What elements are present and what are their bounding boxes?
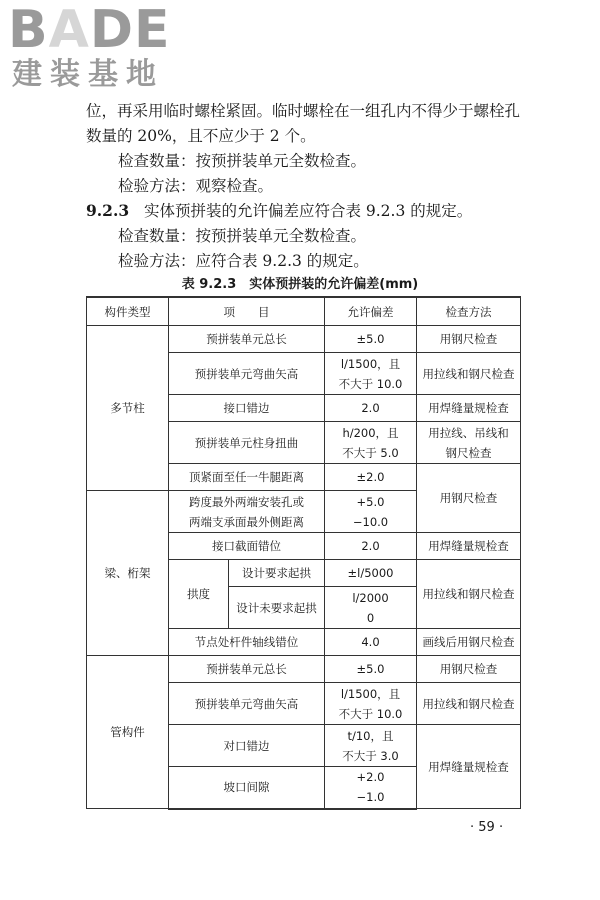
method-cell: 用拉线和钢尺检查	[417, 560, 521, 629]
clause-text: 实体预拼装的允许偏差应符合表 9.2.3 的规定。	[143, 202, 473, 220]
group-beam-truss: 梁、桁架	[87, 491, 169, 656]
table-caption: 表 9.2.3 实体预拼装的允许偏差(mm)	[181, 277, 419, 292]
tolerance-cell: l/2000 0	[325, 587, 417, 629]
item-cell: 对口错边	[169, 725, 325, 767]
clause-number: 9.2.3	[86, 201, 130, 220]
item-cell: 预拼装单元总长	[169, 656, 325, 683]
item-cell: 坡口间隙	[169, 767, 325, 809]
table-row	[87, 326, 521, 353]
body-line-1: 位，再采用临时螺栓紧固。临时螺栓在一组孔内不得少于螺栓孔	[86, 102, 521, 120]
item-cell: 预拼装单元总长	[169, 326, 325, 353]
method-cell: 用拉线、吊线和 钢尺检查	[417, 422, 521, 464]
method-cell: 画线后用钢尺检查	[417, 629, 521, 656]
page-number: · 59 ·	[470, 820, 504, 835]
logo-subtitle: 建装基地	[12, 57, 164, 92]
table-header-row	[87, 297, 521, 326]
method-cell: 用拉线和钢尺检查	[417, 683, 521, 725]
tolerance-cell: +2.0 −1.0	[325, 767, 417, 809]
table-row	[87, 656, 521, 683]
inspect-method-2: 检验方法：应符合表 9.2.3 的规定。	[118, 252, 369, 270]
tolerance-cell: l/1500，且 不大于 10.0	[325, 683, 417, 725]
tolerance-cell: l/1500，且 不大于 10.0	[325, 353, 417, 395]
tolerance-cell: +5.0 −10.0	[325, 491, 417, 533]
item-cell: 跨度最外两端安装孔或 两端支承面最外侧距离	[169, 491, 325, 533]
tolerance-cell: h/200，且 不大于 5.0	[325, 422, 417, 464]
tolerance-cell: t/10，且 不大于 3.0	[325, 725, 417, 767]
item-cell: 接口错边	[169, 395, 325, 422]
tolerance-cell: ±l/5000	[325, 560, 417, 587]
method-cell: 用焊缝量规检查	[417, 395, 521, 422]
method-cell: 用钢尺检查	[417, 464, 521, 533]
item-cell: 节点处杆件轴线错位	[169, 629, 325, 656]
header-item: 项 目	[169, 297, 325, 326]
tolerance-cell: 4.0	[325, 629, 417, 656]
item-cell: 预拼装单元柱身扭曲	[169, 422, 325, 464]
body-line-2: 数量的 20%，且不应少于 2 个。	[86, 127, 316, 145]
tolerance-cell: 2.0	[325, 395, 417, 422]
tolerance-cell: ±2.0	[325, 464, 417, 491]
group-pipe: 管构件	[87, 656, 169, 809]
header-tolerance: 允许偏差	[325, 297, 417, 326]
item-cell: 接口截面错位	[169, 533, 325, 560]
logo-wordmark: BADE	[8, 0, 171, 60]
method-cell: 用焊缝量规检查	[417, 533, 521, 560]
header-component-type: 构件类型	[87, 297, 169, 326]
inspect-method-1: 检验方法：观察检查。	[118, 177, 274, 195]
tolerance-cell: ±5.0	[325, 326, 417, 353]
deviation-table	[86, 296, 521, 810]
tolerance-cell: 2.0	[325, 533, 417, 560]
item-cell: 预拼装单元弯曲矢高	[169, 683, 325, 725]
item-cell: 设计要求起拱	[229, 560, 325, 587]
clause-9-2-3	[86, 200, 472, 222]
brand-logo	[8, 2, 183, 94]
header-method: 检查方法	[417, 297, 521, 326]
item-cell: 顶紧面至任一牛腿距离	[169, 464, 325, 491]
method-cell: 用钢尺检查	[417, 656, 521, 683]
group-column: 多节柱	[87, 326, 169, 491]
item-cell: 设计未要求起拱	[229, 587, 325, 629]
tolerance-cell: ±5.0	[325, 656, 417, 683]
method-cell: 用钢尺检查	[417, 326, 521, 353]
camber-group: 拱度	[169, 560, 229, 629]
method-cell: 用拉线和钢尺检查	[417, 353, 521, 395]
item-cell: 预拼装单元弯曲矢高	[169, 353, 325, 395]
method-cell: 用焊缝量规检查	[417, 725, 521, 809]
inspect-quantity-2: 检查数量：按预拼装单元全数检查。	[118, 227, 367, 245]
inspect-quantity-1: 检查数量：按预拼装单元全数检查。	[118, 152, 367, 170]
